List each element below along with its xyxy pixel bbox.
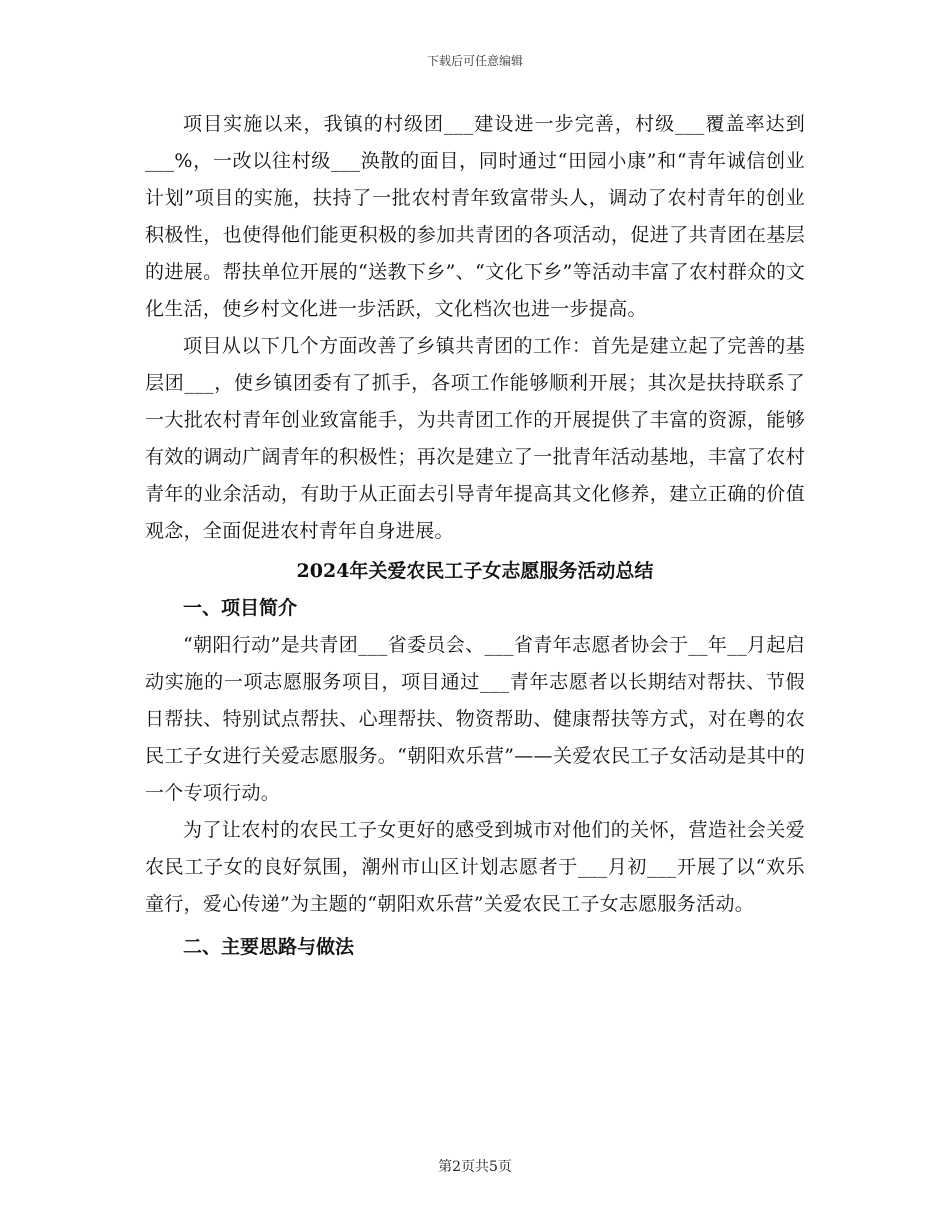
page-header: 下载后可任意编辑: [426, 54, 523, 68]
section-heading-approach: 二、主要思路与做法: [183, 936, 355, 958]
paragraph: 项目从以下几个方面改善了乡镇共青团的工作：首先是建立起了完善的基层团___，使乡镇团委有了抓手，各项工作能够顺利开展；其次是扶持联系了一大批农村青年创业致富能手，为共青团工作的开展提供了丰富的资源，能够有效的调动广阔青年的积极性；再次是建立了一批青年活动基地，丰富了农村青年的业余活动，有助于从正面去引导青年提高其文化修养，建立正确的价值观念，全面促进农村青年自身进展。: [145, 335, 805, 542]
paragraph: 为了让农村的农民工子女更好的感受到城市对他们的关怀，营造社会关爱农民工子女的良好氛围，潮州市山区计划志愿者于___月初___开展了以“欢乐童行，爱心传递”为主题的“朝阳欢乐营”关爱农民工子女志愿服务活动。: [145, 819, 805, 915]
paragraph: “朝阳行动”是共青团___省委员会、___省青年志愿者协会于__年__月起启动实施的一项志愿服务项目，项目通过___青年志愿者以长期结对帮扶、节假日帮扶、特别试点帮扶、心理帮扶、物资帮助、健康帮扶等方式，对在粤的农民工子女进行关爱志愿服务。“朝阳欢乐营”——关爱农民工子女活动是其中的一个专项行动。: [145, 634, 805, 804]
document-title: 2024年关爱农民工子女志愿服务活动总结: [296, 560, 654, 582]
paragraph: 项目实施以来，我镇的村级团___建设进一步完善，村级___覆盖率达到___%，一改以往村级___涣散的面目，同时通过“田园小康”和“青年诚信创业计划”项目的实施，扶持了一批农村青年致富带头人，调动了农村青年的创业积极性，也使得他们能更积极的参加共青团的各项活动，促进了共青团在基层的进展。帮扶单位开展的“送教下乡”、“文化下乡”等活动丰富了农村群众的文化生活，使乡村文化进一步活跃，文化档次也进一步提高。: [145, 113, 805, 320]
document-body: [145, 106, 805, 966]
page-footer: 第2页共5页: [438, 1159, 512, 1175]
section-heading-intro: 一、项目简介: [183, 597, 298, 619]
